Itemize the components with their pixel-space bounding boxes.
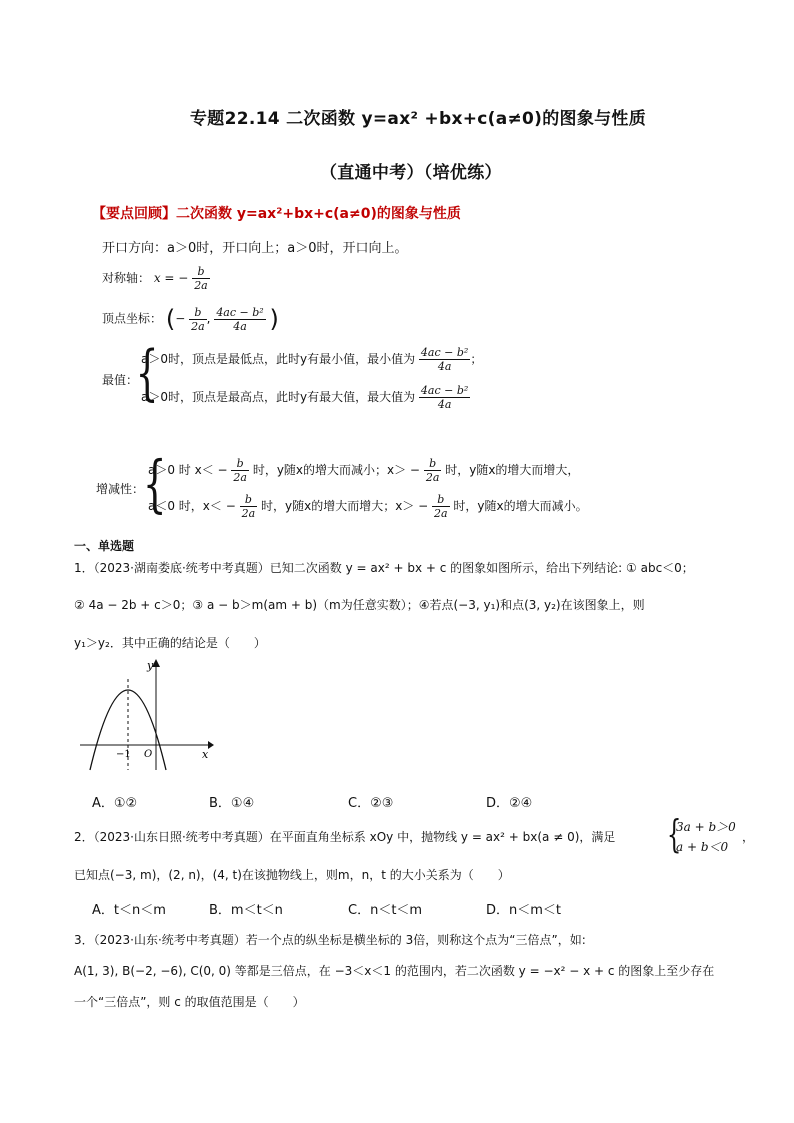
mono-num-3: b [240,493,258,507]
vertex-frac-2 [214,306,265,333]
mono-den-1: 2a [233,471,247,484]
review-heading: 【要点回顾】二次函数 y=ax²+bx+c(a≠0)的图象与性质 [92,206,461,222]
q1-option-d[interactable]: D．②④ [486,796,533,811]
mono-frac-1 [231,457,249,484]
mono-brace: { [142,447,167,520]
opening-direction: 开口方向：a＞0时，开口向上；a＞0时，开口向上。 [102,241,408,256]
mono-line-1-c: 时，y随x的增大而增大， [445,463,580,477]
vertex-num-1: b [189,306,207,320]
extreme-label: 最值： [102,373,139,387]
q2-line-1: 2．（2023·山东日照·统考中考真题）在平面直角坐标系 xOy 中，抛物线 y = ax² + bx(a ≠ 0)，满足 [74,830,616,844]
axis-den: 2a [194,279,208,292]
mono-frac-2 [424,457,442,484]
mono-line-2-a: a＜0 时，x＜ − [148,499,236,513]
q2-option-c[interactable]: C．n＜t＜m [348,903,423,918]
q2-option-a[interactable]: A．t＜n＜m [92,903,166,918]
q2-line-2: 已知点(−3, m)，(2, n)，(4, t)在该抛物线上，则m，n，t 的大小关系为（ ） [74,868,510,882]
axis-lhs: x = − [153,271,189,285]
mono-frac-4 [432,493,450,520]
mono-den-2: 2a [425,471,440,484]
q3-line-3: 一个“三倍点”，则 c 的取值范围是（ ） [74,995,305,1009]
q1-line-2: ② 4a − 2b + c＞0；③ a − b＞m(am + b)（m为任意实数）；④若点(−3, y₁)和点(3, y₂)在该图象上，则 [74,598,645,612]
q2-tail: ， [742,830,755,844]
extreme-frac-2 [419,384,470,411]
extreme-den-2: 4a [437,398,452,411]
vertex-label: 顶点坐标： [102,311,163,326]
symmetry-axis [102,265,210,292]
graph-y-label: y [147,659,154,672]
vertex-coordinates: 顶点坐标： (− $\frac{b}{2a}$ , $\frac{\text{4ac − b²}}{4a}$ ) [102,305,279,333]
q1-parabola-graph [70,655,220,775]
vertex-den-1: 2a [191,319,205,333]
mono-line-2-c: 时，y随x的增大而减小。 [453,499,588,513]
extreme-num-1: 4ac − b² [420,346,469,359]
extreme-brace: { [135,338,159,408]
extreme-num-2: 4ac − b² [420,384,469,397]
q3-line-2: A(1, 3), B(−2, −6), C(0, 0) 等都是三倍点，在 −3＜x＜1 的范围内，若二次函数 y = −x² − x + c 的图象上至少存在 [74,964,715,978]
q2-option-d[interactable]: D．n＜m＜t [486,903,562,918]
q1-option-c[interactable]: C．②③ [348,796,394,811]
extreme-den-1: 4a [437,360,452,373]
q2-option-b[interactable]: B．m＜t＜n [209,903,283,918]
mono-line-2-b: 时，y随x的增大而增大；x＞ − [261,499,429,513]
axis-num: b [192,265,210,279]
q2-cond-1: 3a + b＞0 [676,820,736,834]
extreme-line-1: a＞0时，顶点是最低点，此时y有最小值，最小值为 $\frac{\text{4ac − b²}}{4a}$ ； [141,346,483,373]
extreme-line-2 [141,384,470,411]
q2-cond-2: a + b＜0 [676,840,729,854]
q2-brace: { [666,812,682,856]
mono-num-1: b [231,457,249,471]
q1-option-b[interactable]: B．①④ [209,796,255,811]
mono-line-1-a: a＞0 时 x＜ − [148,463,228,477]
graph-x-label: x [202,748,209,761]
mono-den-3: 2a [241,507,256,520]
mono-line-2 [148,493,588,520]
q1-line-1: 1．（2023·湖南娄底·统考中考真题）已知二次函数 y = ax² + bx + c 的图象如图所示，给出下列结论: ① abc＜0； [74,561,694,575]
axis-fraction [192,265,210,292]
extreme-line-2-text: a＞0时，顶点是最高点，此时y有最大值，最大值为 [141,390,416,404]
extreme-frac-1 [419,346,470,373]
vertex-frac-1 [189,306,207,333]
mono-num-4: b [432,493,450,507]
title-line-1: 专题22.14 二次函数 y=ax² +bx+c(a≠0)的图象与性质 [190,109,647,129]
q1-line-3: y₁＞y₂．其中正确的结论是（ ） [74,636,266,650]
mono-line-1 [148,457,579,484]
mono-label: 增减性： [96,482,145,496]
x-axis-arrow [208,741,214,749]
vertex-den-2: 4a [233,319,247,333]
graph-tick-label: −1 [116,749,131,760]
mono-line-1-b: 时，y随x的增大而减小；x＞ − [252,463,420,477]
extreme-line-1-text: a＞0时，顶点是最低点，此时y有最小值，最小值为 [141,352,416,366]
q1-option-a[interactable]: A．①② [92,796,138,811]
axis-label: 对称轴： [102,271,151,285]
vertex-num-2: 4ac − b² [216,305,264,319]
mono-den-4: 2a [434,507,448,520]
section-heading: 一、单选题 [74,539,135,553]
mono-num-2: b [424,457,442,471]
q3-line-1: 3．（2023·山东·统考中考真题）若一个点的纵坐标是横坐标的 3倍，则称这个点为“三倍点”，如: [74,933,586,947]
title-line-2: （直通中考）（培优练） [320,163,502,183]
mono-frac-3 [240,493,258,520]
graph-origin-label: O [144,749,153,760]
